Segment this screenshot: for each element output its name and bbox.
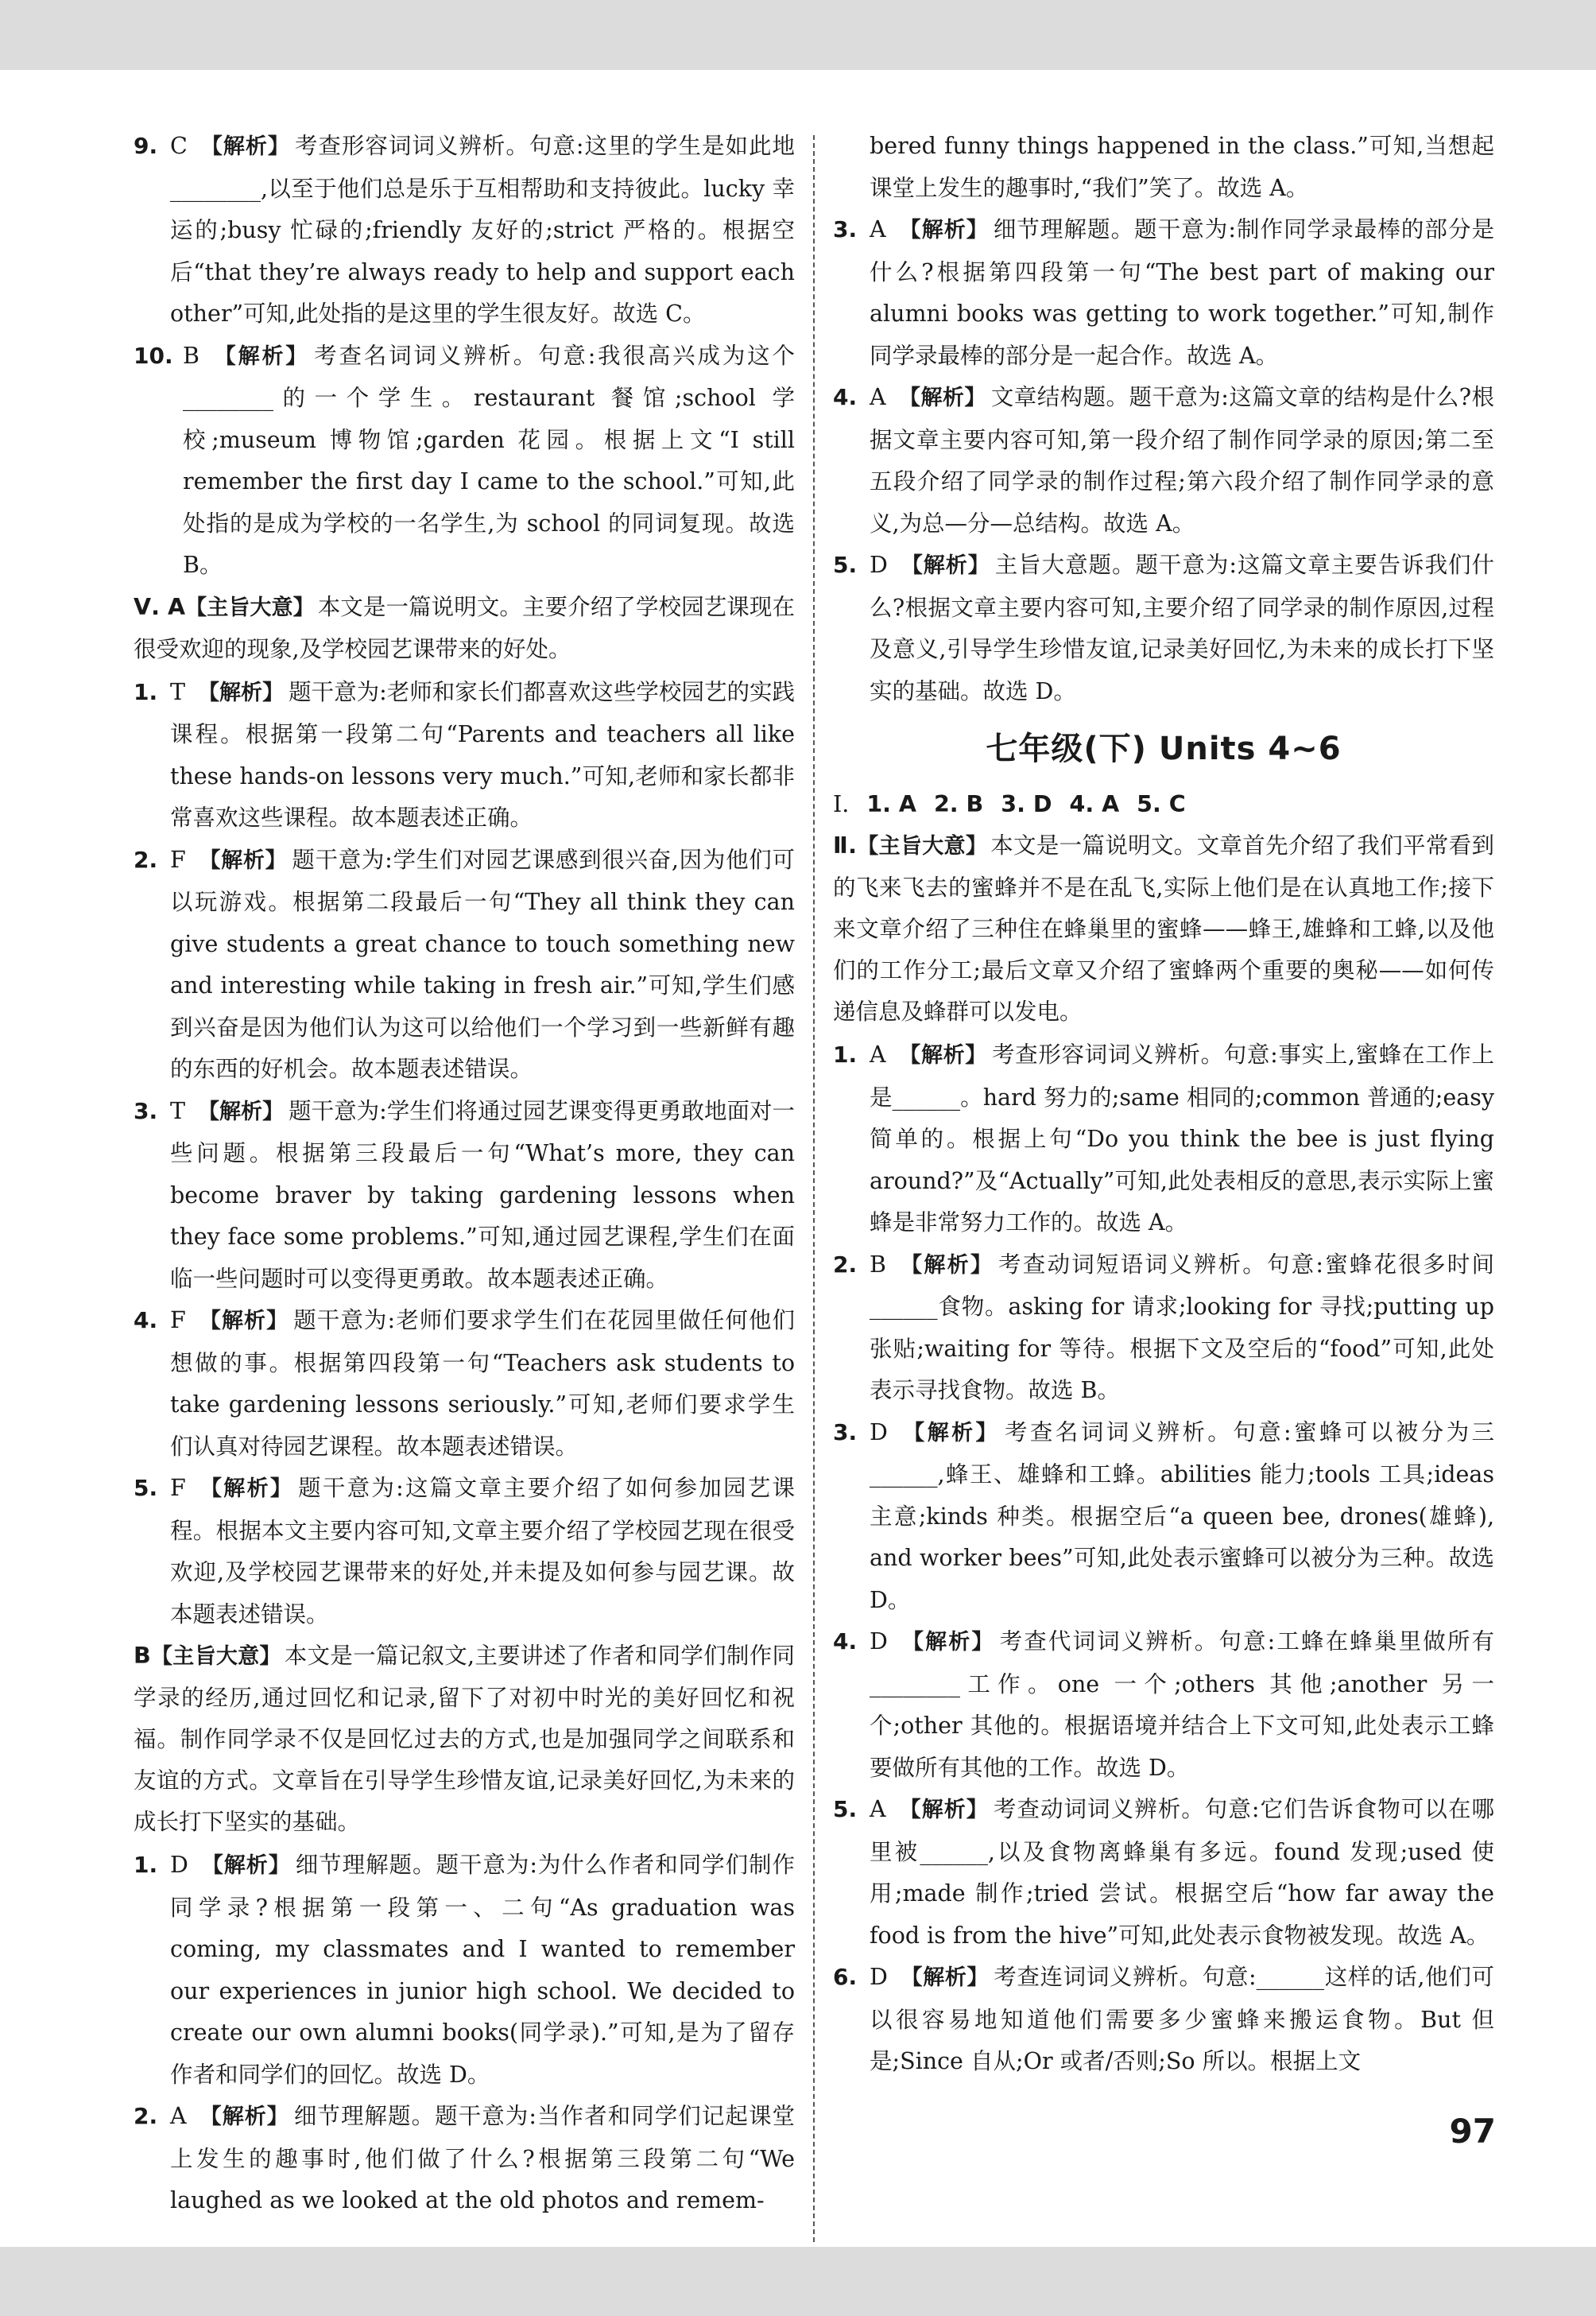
section-label: B [134,1643,151,1669]
answer-item [134,336,795,587]
item-number: 5. [833,552,858,578]
answer-letter: A [170,2103,187,2129]
analysis-text: 细节理解题。题干意为:制作同学录最棒的部分是什么?根据第四段第一句“The best part of making our alumni books was getting to work together.”可知,制作同学录最棒的部分是一起合作。故选 A。 [870,216,1494,369]
answer-item [833,1621,1494,1789]
item-number: 1. [134,678,158,705]
analysis-tag: 【解析】 [198,1099,285,1124]
section-summary [134,1635,795,1843]
answer-letter: C [170,133,188,159]
analysis-text: 考查连词词义辨析。句意:______这样的话,他们可以很容易地知道他们需要多少蜜蜂来搬运食物。But 但是;Since 自从;Or 或者/否则;So 所以。根据上文 [870,1964,1494,2074]
analysis-tag: 【解析】 [199,2105,289,2129]
answer-item [134,840,795,1091]
analysis-text: 考查名词词义辨析。句意:我很高兴成为这个________的一个学生。restaurant 餐馆;school 学校;museum 博物馆;garden 花园。根据上文“I still remember the first day I came to the school.”可知,此处指的是成为学校的一名学生,为 school 的同词复现。故选 B。 [183,342,795,578]
right-column [833,126,1494,2083]
item-number: 4. [833,1628,858,1655]
analysis-tag: 【解析】 [898,1252,994,1278]
analysis-tag: 【解析】 [211,343,310,369]
answer-letter: D [870,1964,888,1990]
analysis-text: 考查形容词词义辨析。句意:这里的学生是如此地________,以至于他们总是乐于互相帮助和支持彼此。lucky 幸运的;busy 忙碌的;friendly 友好的;strict 严格的。根据空后“that they’re always ready to help and support each other”可知,此处指的是这里的学生很友好。故选 C。 [170,133,795,327]
answer-item [833,1034,1494,1244]
answer-item [134,2096,795,2222]
summary-tag: 【主旨大意】 [185,595,315,620]
item-number: 2. [134,2103,158,2129]
answer-item [833,1244,1494,1412]
item-number: 3. [833,216,858,242]
item-number: 3. [833,1418,858,1445]
analysis-tag: 【解析】 [198,848,288,873]
answer-letter: A [870,216,886,242]
analysis-tag: 【解析】 [900,1630,995,1655]
analysis-tag: 【解析】 [198,1476,294,1501]
answer-item [134,1845,795,2096]
quick-answer: 2. B [933,791,984,817]
analysis-text: 题干意为:老师们要求学生们在花园里做任何他们想做的事。根据第四段第一句“Teachers ask students to take gardening lessons seriously.”可知,老师们要求学生们认真对待园艺课程。故本题表述错误。 [170,1307,795,1460]
quick-answer: 5. C [1137,791,1186,817]
section-summary [134,587,795,670]
page-number: 97 [1449,2112,1496,2151]
summary-text: 本文是一篇记叙文,主要讲述了作者和同学们制作同学录的经历,通过回忆和记录,留下了对初中时光的美好回忆和祝福。制作同学录不仅是回忆过去的方式,也是加强同学之间联系和友谊的方式。文章旨在引导学生珍惜友谊,记录美好回忆,为未来的成长打下坚实的基础。 [134,1643,796,1835]
answer-item [134,1468,795,1635]
answer-item [833,209,1494,377]
answer-letter: F [170,1475,186,1501]
analysis-tag: 【解析】 [200,1853,291,1878]
answer-letter: D [170,1852,188,1878]
answer-letter: F [170,1307,186,1333]
item-number: 6. [833,1964,858,1990]
answer-item [833,545,1494,712]
analysis-text: 题干意为:老师和家长们都喜欢这些学校园艺的实践课程。根据第一段第二句“Parents and teachers all like these hands-on lessons very much.”可知,老师和家长都非常喜欢这些课程。故本题表述正确。 [170,678,796,831]
answer-letter: T [170,678,186,705]
answer-item [833,377,1494,545]
answer-letter: B [183,342,200,369]
item-number: 5. [134,1475,158,1501]
unit-title: 七年级(下) Units 4~6 [986,731,1342,767]
summary-text: 本文是一篇说明文。主要介绍了学校园艺课现在很受欢迎的现象,及学校园艺课带来的好处。 [134,593,795,662]
answer-item [134,1300,795,1468]
analysis-text: 细节理解题。题干意为:为什么作者和同学们制作同学录?根据第一段第一、二句“As graduation was coming, my classmates and I wanted to remember our experiences in junior high school. We decided to create our own alumni books(同学录).”可知,是为了留存作者和同学们的回忆。故选 D。 [170,1852,796,2088]
section-summary [833,825,1494,1033]
analysis-tag: 【解析】 [900,553,990,578]
answer-item [833,1412,1494,1622]
analysis-text: 题干意为:学生们将通过园艺课变得更勇敢地面对一些问题。根据第三段最后一句“What’s more, they can become braver by taking gardening lessons when they face some problems.”可知,通过园艺课程,学生们在面临一些问题时可以变得更勇敢。故本题表述正确。 [170,1097,796,1292]
quick-answer: 1. A [866,791,916,817]
answer-letter: A [870,1042,886,1068]
answer-item [134,1091,795,1301]
answer-item [833,1789,1494,1957]
analysis-tag: 【解析】 [200,134,290,159]
answer-item [134,126,795,336]
analysis-text: 细节理解题。题干意为:当作者和同学们记起课堂上发生的趣事时,他们做了什么?根据第三段第二句“We laughed as we looked at the old photos and remem- [170,2103,795,2213]
analysis-tag: 【解析】 [900,1965,990,1990]
answer-page [0,70,1596,2247]
answer-letter: A [870,384,886,410]
analysis-tag: 【解析】 [898,1798,989,1822]
analysis-text: 考查动词短语词义辨析。句意:蜜蜂花很多时间______食物。asking for 请求;looking for 寻找;putting up 张贴;waiting for 等待。根据下文及空后的“food”可知,此处表示寻找食物。故选 B。 [870,1251,1495,1403]
answer-letter: F [170,846,186,873]
item-number: 4. [134,1307,158,1333]
item-number: 4. [833,384,858,410]
section-label: Ⅱ. [833,832,857,859]
answer-letter: A [870,1796,886,1822]
answer-letter: D [870,552,888,578]
left-column [134,126,795,2222]
item-number: 5. [833,1796,858,1822]
summary-tag: 【主旨大意】 [150,1644,281,1669]
answer-letter: B [870,1251,886,1278]
summary-tag: 【主旨大意】 [856,834,988,859]
analysis-tag: 【解析】 [898,1043,987,1068]
item-number: 1. [833,1042,858,1068]
analysis-text: 题干意为:这篇文章主要介绍了如何参加园艺课程。根据本文主要内容可知,文章主要介绍了学校园艺现在很受欢迎,及学校园艺课带来的好处,并未提及如何参与园艺课。故本题表述错误。 [170,1475,796,1627]
column-divider [813,135,815,2242]
quick-answer: 3. D [1001,791,1052,817]
summary-text: 本文是一篇说明文。文章首先介绍了我们平常看到的飞来飞去的蜜蜂并不是在乱飞,实际上他们是在认真地工作;接下来文章介绍了三种住在蜂巢里的蜜蜂——蜂王,雄蜂和工蜂,以及他们的工作分工;最后文章又介绍了蜜蜂两个重要的奥秘——如何传递信息及蜂群可以发电。 [833,832,1494,1025]
answer-item [134,672,795,840]
analysis-text: 题干意为:学生们对园艺课感到很兴奋,因为他们可以玩游戏。根据第二段最后一句“They all think they can give students a great chance to touch something new and interesting while taking in fresh air.”可知,学生们感到兴奋是因为他们认为这可以给他们一个学习到一些新鲜有趣的东西的好机会。故本题表述错误。 [170,846,795,1082]
continued-text: bered funny things happened in the class.”可知,当想起课堂上发生的趣事时,“我们”笑了。故选 A。 [870,133,1494,201]
item-number: 9. [134,133,158,159]
analysis-tag: 【解析】 [898,386,986,410]
item-number: 1. [134,1852,158,1878]
analysis-text: 考查动词词义辨析。句意:它们告诉食物可以在哪里被______,以及食物离蜂巢有多远。found 发现;used 使用;made 制作;tried 尝试。根据空后“how far away the food is from the hive”可知,此处表示食物被发现。故选 A。 [870,1796,1494,1949]
item-number: 3. [134,1097,158,1124]
analysis-text: 考查名词词义辨析。句意:蜜蜂可以被分为三______,蜂王、雄蜂和工蜂。abilities 能力;tools 工具;ideas 主意;kinds 种类。根据空后“a queen bee, drones(雄蜂), and worker bees”可知,此处表示蜜蜂可以被分为三种。故选 D。 [870,1418,1494,1613]
item-number: 2. [833,1251,858,1278]
item-number: 10. [134,342,173,369]
answer-item [833,1957,1494,2083]
analysis-text: 考查形容词词义辨析。句意:事实上,蜜蜂在工作上是______。hard 努力的;same 相同的;common 普通的;easy 简单的。根据上句“Do you think the bee is just flying around?”及“Actually”可知,此处表相反的意思,表示实际上蜜蜂是非常努力工作的。故选 A。 [870,1042,1495,1236]
answer-letter: D [870,1628,888,1655]
analysis-tag: 【解析】 [898,218,989,242]
analysis-text: 考查代词词义辨析。句意:工蜂在蜂巢里做所有________工作。one 一个;others 其他;another 另一个;other 其他的。根据语境并结合上下文可知,此处表示工蜂要做所有其他的工作。故选 D。 [870,1628,1495,1781]
item-number: 2. [134,846,158,873]
analysis-tag: 【解析】 [198,1309,289,1333]
quick-answer: 4. A [1069,791,1120,817]
answer-letter: T [170,1097,186,1124]
analysis-text: 文章结构题。题干意为:这篇文章的结构是什么?根据文章主要内容可知,第一段介绍了制作同学录的原因;第二至五段介绍了同学录的制作过程;第六段介绍了制作同学录的意义,为总—分—总结构。故选 A。 [870,384,1495,537]
analysis-tag: 【解析】 [900,1420,1000,1445]
quick-answers [833,784,1494,825]
analysis-text: 主旨大意题。题干意为:这篇文章主要告诉我们什么?根据文章主要内容可知,主要介绍了同学录的制作原因,过程及意义,引导学生珍惜友谊,记录美好回忆,为未来的成长打下坚实的基础。故选 D。 [870,552,1495,704]
section-label: Ⅰ. [833,791,850,817]
section-label: Ⅴ. A [134,593,186,620]
analysis-tag: 【解析】 [198,680,285,705]
answer-letter: D [870,1418,888,1445]
